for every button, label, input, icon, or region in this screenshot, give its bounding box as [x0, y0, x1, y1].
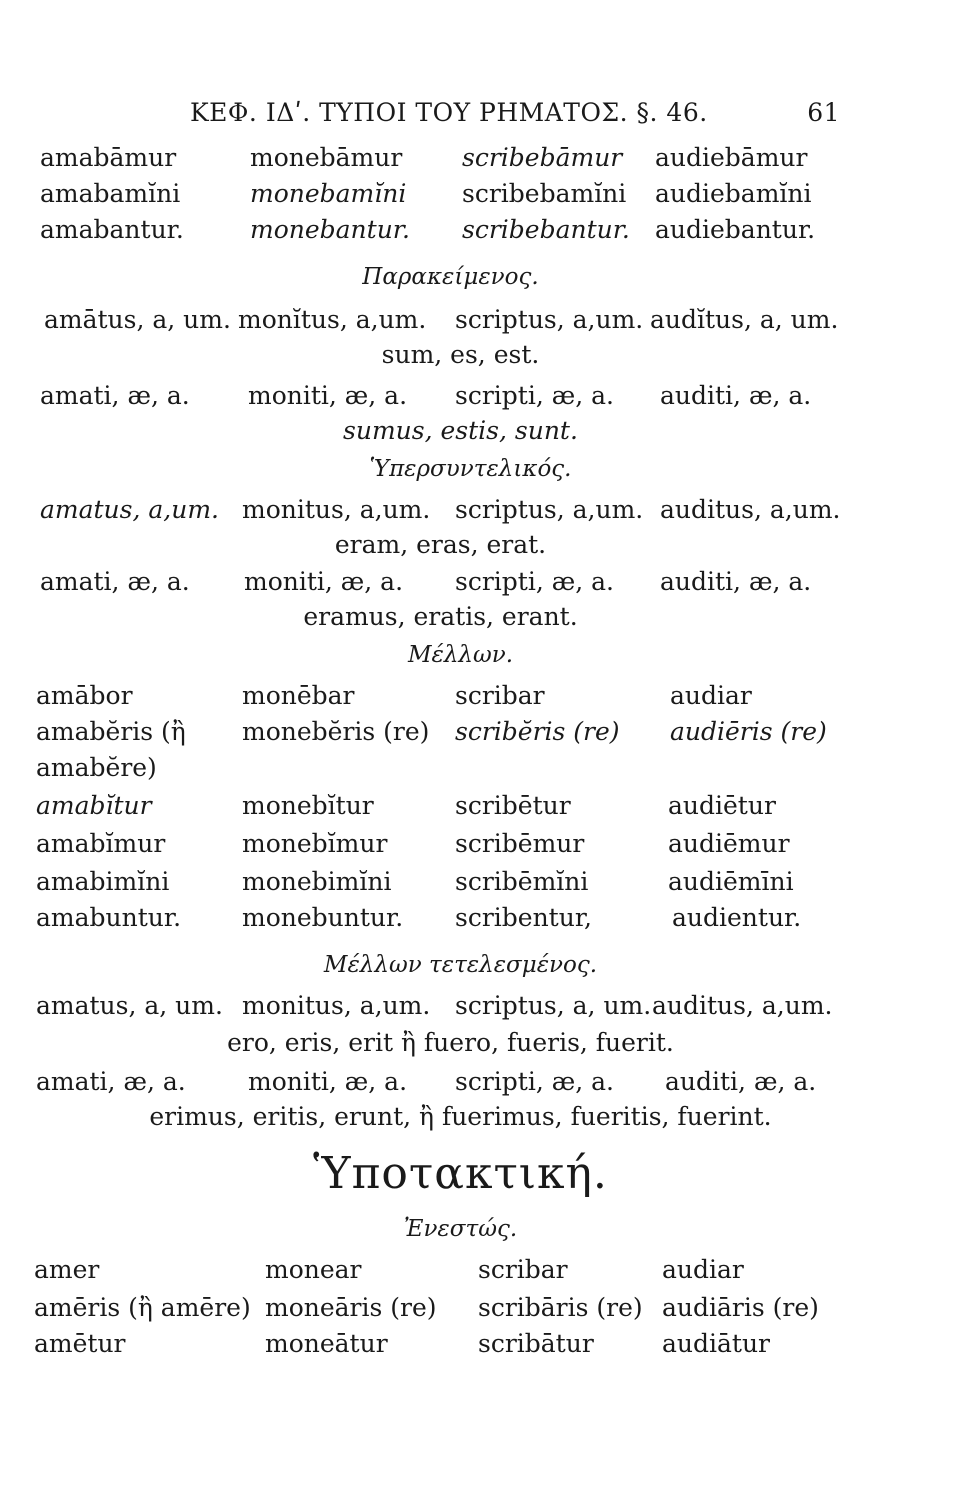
moneo-form: monebantur.: [250, 215, 410, 244]
moneo-form: monebĭmur: [242, 829, 388, 858]
audio-form: audĭtus, a, um.: [650, 305, 839, 334]
amo-form: amātus, a, um.: [44, 305, 231, 334]
audio-form: auditus, a,um.: [660, 495, 841, 524]
amo-form: amer: [34, 1255, 100, 1284]
conjugation-row: [0, 900, 961, 936]
scribo-form: scribentur,: [455, 903, 592, 932]
conjugation-row: [0, 302, 961, 338]
moneo-form: monebimĭni: [242, 867, 392, 896]
audio-form: audiēmur: [668, 829, 790, 858]
moneo-form: moneātur: [265, 1329, 388, 1358]
conjugation-row: [0, 1064, 961, 1100]
audio-form: audiēmīni: [668, 867, 794, 896]
page-number: 61: [807, 98, 840, 127]
audio-form: auditi, æ, a.: [665, 1067, 817, 1096]
audio-form: auditi, æ, a.: [660, 381, 812, 410]
conjugation-row: [0, 826, 961, 862]
audio-form: audiēris (re): [670, 717, 827, 746]
moneo-form: monitus, a,um.: [242, 495, 431, 524]
amo-form: amabuntur.: [36, 903, 182, 932]
scribo-form: scripti, æ, a.: [455, 381, 614, 410]
scribo-form: scribebāmur: [462, 143, 623, 172]
conjugation-row: [0, 378, 961, 414]
scribo-form: scribebamĭni: [462, 179, 627, 208]
conjugation-row: [0, 864, 961, 900]
moneo-form: monebĭtur: [242, 791, 374, 820]
scribo-form: scribar: [455, 681, 545, 710]
audio-form: audientur.: [672, 903, 802, 932]
auxiliary-line: eramus, eratis, erant.: [303, 602, 578, 631]
conjugation-row: [0, 564, 961, 600]
conjugation-row: [0, 212, 961, 248]
conjugation-row: [0, 140, 961, 176]
auxiliary-line: sumus, estis, sunt.: [343, 416, 578, 445]
conjugation-row: [0, 1290, 961, 1326]
moneo-form: monebamĭni: [250, 179, 407, 208]
amo-form: amatus, a,um.: [40, 495, 219, 524]
running-title: ΚΕΦ. ΙΔʹ. ΤΥΠΟΙ ΤΟΥ ΡΗΜΑΤΟΣ. §. 46.: [190, 98, 708, 127]
amo-form: amabimĭni: [36, 867, 170, 896]
conjugation-row: [0, 1252, 961, 1288]
conjugation-row: [0, 176, 961, 212]
scribo-form: scribĕris (re): [455, 717, 620, 746]
conjugation-row: [0, 750, 961, 786]
audio-form: audiāris (re): [662, 1293, 819, 1322]
auxiliary-line: eram, eras, erat.: [334, 530, 547, 559]
amo-form: amabĭmur: [36, 829, 166, 858]
section-heading-future: Μέλλων.: [407, 642, 514, 668]
section-heading-present: Ἐνεστώς.: [403, 1216, 518, 1242]
audio-form: audiebāmur: [655, 143, 808, 172]
audio-form: audiar: [662, 1255, 744, 1284]
amo-form: amati, æ, a.: [36, 1067, 186, 1096]
scribo-form: scriptus, a,um.: [455, 305, 644, 334]
audio-form: audiētur: [668, 791, 776, 820]
amo-form: amēris (ἢ amēre): [34, 1293, 251, 1322]
auxiliary-line: ero, eris, erit ἢ fuero, fueris, fuerit.: [227, 1028, 674, 1057]
moneo-form: monebuntur.: [242, 903, 404, 932]
amo-form: amati, æ, a.: [40, 567, 190, 596]
conjugation-row: [0, 788, 961, 824]
moneo-form: monitus, a,um.: [242, 991, 431, 1020]
moneo-form: moniti, æ, a.: [244, 567, 404, 596]
scribo-form: scripti, æ, a.: [455, 567, 614, 596]
amo-form: amabĕris (ἢ: [36, 717, 186, 746]
moneo-form: moniti, æ, a.: [248, 381, 408, 410]
moneo-form: moniti, æ, a.: [248, 1067, 408, 1096]
moneo-form: monebāmur: [250, 143, 403, 172]
scribo-form: scribāris (re): [478, 1293, 643, 1322]
section-heading-perfect: Παρακείμενος.: [362, 264, 539, 290]
scribo-form: scripti, æ, a.: [455, 1067, 614, 1096]
moneo-form: monear: [265, 1255, 362, 1284]
amo-form: amētur: [34, 1329, 126, 1358]
moneo-form: moneāris (re): [265, 1293, 437, 1322]
scribo-form: scriptus, a,um.: [455, 495, 644, 524]
amo-form: amabĕre): [36, 753, 157, 782]
amo-form: amabāmur: [40, 143, 177, 172]
amo-form: amabantur.: [40, 215, 184, 244]
conjugation-row: [0, 1326, 961, 1362]
amo-form: amabĭtur: [36, 791, 152, 820]
moneo-form: monĭtus, a,um.: [238, 305, 427, 334]
scribo-form: scribātur: [478, 1329, 594, 1358]
mood-title-subjunctive: Ὑποτακτική.: [313, 1148, 608, 1199]
amo-form: amabamĭni: [40, 179, 181, 208]
audio-form: audiebantur.: [655, 215, 816, 244]
section-heading-future-perfect: Μέλλων τετελεσμένος.: [323, 952, 598, 978]
scribo-form: scriptus, a, um.: [455, 991, 652, 1020]
amo-form: amābor: [36, 681, 133, 710]
section-heading-pluperfect: Ὑπερσυντελικός.: [369, 456, 572, 482]
moneo-form: monēbar: [242, 681, 355, 710]
auxiliary-line: sum, es, est.: [381, 340, 540, 369]
scribo-form: scribar: [478, 1255, 568, 1284]
conjugation-row: [0, 988, 961, 1024]
scribo-form: scribēmĭni: [455, 867, 589, 896]
conjugation-row: [0, 714, 961, 750]
running-header: [190, 98, 840, 127]
conjugation-row: [0, 492, 961, 528]
auxiliary-line: erimus, eritis, erunt, ἢ fuerimus, fueritis, fuerint.: [149, 1102, 772, 1131]
moneo-form: monebĕris (re): [242, 717, 430, 746]
audio-form: audiar: [670, 681, 752, 710]
scribo-form: scribēmur: [455, 829, 585, 858]
amo-form: amati, æ, a.: [40, 381, 190, 410]
audio-form: audiātur: [662, 1329, 771, 1358]
scribo-form: scribebantur.: [462, 215, 630, 244]
conjugation-row: [0, 678, 961, 714]
scribo-form: scribētur: [455, 791, 571, 820]
audio-form: audiebamĭni: [655, 179, 812, 208]
audio-form: auditus, a,um.: [652, 991, 833, 1020]
audio-form: auditi, æ, a.: [660, 567, 812, 596]
amo-form: amatus, a, um.: [36, 991, 223, 1020]
